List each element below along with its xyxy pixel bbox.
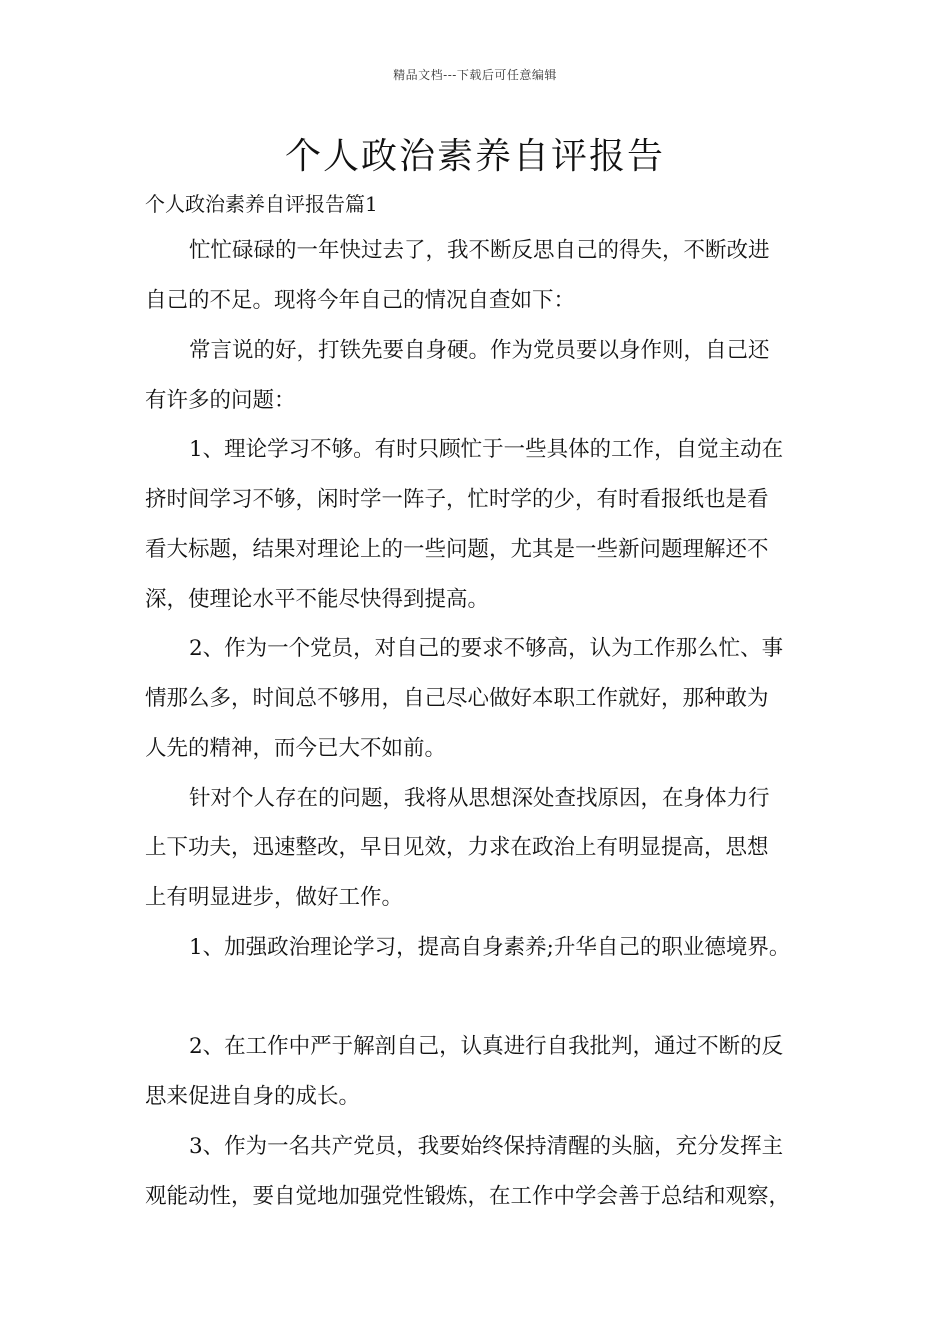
- header-note: 精品文档---下载后可任意编辑: [393, 68, 557, 82]
- text-line: 常言说的好，打铁先要自身硬。作为党员要以身作则，自己还: [189, 338, 770, 363]
- text-line: 挤时间学习不够，闲时学一阵子，忙时学的少，有时看报纸也是看: [145, 487, 769, 512]
- text-line: 人先的精神，而今已大不如前。: [145, 736, 447, 761]
- text-line: 1、加强政治理论学习，提高自身素养;升华自己的职业德境界。: [189, 935, 791, 960]
- text-line: 有许多的问题：: [145, 388, 296, 413]
- text-line: 上下功夫，迅速整改，早日见效，力求在政治上有明显提高，思想: [145, 835, 769, 860]
- text-line: 深，使理论水平不能尽快得到提高。: [145, 587, 490, 612]
- text-line: 情那么多，时间总不够用，自己尽心做好本职工作就好，那种敢为: [145, 686, 769, 711]
- section-subtitle: 个人政治素养自评报告篇1: [145, 192, 378, 216]
- text-line: 自己的不足。现将今年自己的情况自查如下：: [145, 288, 576, 313]
- text-line: 观能动性，要自觉地加强党性锻炼，在工作中学会善于总结和观察，: [145, 1184, 791, 1209]
- text-line: 看大标题，结果对理论上的一些问题，尤其是一些新问题理解还不: [145, 537, 769, 562]
- text-line: 针对个人存在的问题，我将从思想深处查找原因，在身体力行: [189, 786, 770, 811]
- text-line: 忙忙碌碌的一年快过去了，我不断反思自己的得失，不断改进: [189, 238, 770, 263]
- text-line: 上有明显进步，做好工作。: [145, 885, 404, 910]
- page-title: 个人政治素养自评报告: [284, 136, 665, 177]
- text-line: 1、理论学习不够。有时只顾忙于一些具体的工作，自觉主动在: [189, 437, 784, 462]
- text-line: 3、作为一名共产党员，我要始终保持清醒的头脑，充分发挥主: [189, 1134, 784, 1159]
- text-line: 2、在工作中严于解剖自己，认真进行自我批判，通过不断的反: [189, 1034, 784, 1059]
- text-line: 2、作为一个党员，对自己的要求不够高，认为工作那么忙、事: [189, 636, 784, 661]
- text-line: 思来促进自身的成长。: [145, 1084, 361, 1109]
